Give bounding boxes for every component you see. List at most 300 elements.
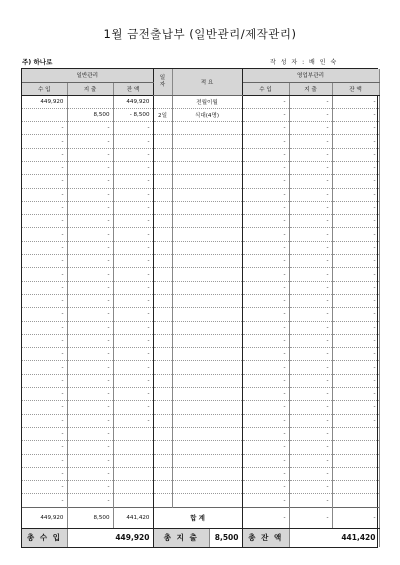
general-expense: -: [67, 294, 113, 307]
general-balance: -: [113, 148, 153, 161]
description-cell: [172, 215, 242, 228]
description-cell: [172, 135, 242, 148]
sales-expense: -: [289, 388, 332, 401]
ledger-row: [22, 241, 379, 254]
sales-expense: -: [289, 481, 332, 494]
general-income: [22, 108, 67, 121]
sales-balance: -: [332, 348, 379, 361]
sales-income: -: [242, 148, 289, 161]
company-name: 주) 하나로: [22, 58, 53, 66]
description-cell: [172, 241, 242, 254]
general-balance: -: [113, 241, 153, 254]
ledger-row: [22, 454, 379, 467]
sales-balance-header: 잔 액: [332, 82, 379, 95]
sales-expense: -: [289, 334, 332, 347]
date-cell: [153, 228, 172, 241]
general-expense: [67, 95, 113, 108]
sales-balance: -: [332, 321, 379, 334]
sales-balance: -: [332, 414, 379, 427]
sales-expense: -: [289, 441, 332, 454]
ledger-row: [22, 135, 379, 148]
description-cell: [172, 161, 242, 174]
sales-expense: -: [289, 108, 332, 121]
general-expense: -: [67, 441, 113, 454]
date-cell: [153, 268, 172, 281]
sales-income: -: [242, 215, 289, 228]
sales-income: -: [242, 348, 289, 361]
general-expense: -: [67, 148, 113, 161]
general-balance: 449,920: [113, 95, 153, 108]
author-line: 작 성 자 : 배 인 숙: [270, 59, 338, 66]
sales-expense: -: [289, 348, 332, 361]
general-income: -: [22, 494, 67, 507]
sales-expense: -: [289, 374, 332, 387]
sales-income: -: [242, 228, 289, 241]
general-expense: -: [67, 427, 113, 440]
subtotal-general-expense: 8,500: [67, 507, 113, 528]
sales-balance: -: [332, 161, 379, 174]
total-balance-label: 총 잔 액: [242, 528, 289, 547]
sales-income: -: [242, 427, 289, 440]
general-balance: -: [113, 321, 153, 334]
date-cell: [153, 481, 172, 494]
sales-income: -: [242, 268, 289, 281]
date-cell: [153, 361, 172, 374]
ledger-row: [22, 427, 379, 440]
general-expense: -: [67, 467, 113, 480]
general-income: -: [22, 388, 67, 401]
ledger-row: [22, 374, 379, 387]
total-expense-cell: [153, 528, 242, 547]
total-income-value: 449,920: [67, 528, 153, 547]
ledger-row: [22, 175, 379, 188]
general-income: -: [22, 454, 67, 467]
general-income: -: [22, 188, 67, 201]
description-cell: [172, 401, 242, 414]
ledger-row: [22, 388, 379, 401]
description-cell: [172, 294, 242, 307]
general-expense: -: [67, 401, 113, 414]
sales-balance: -: [332, 388, 379, 401]
general-expense: -: [67, 135, 113, 148]
general-balance: -: [113, 175, 153, 188]
sales-income: -: [242, 255, 289, 268]
subtotal-general-income: 449,920: [22, 507, 67, 528]
ledger-row: [22, 481, 379, 494]
description-cell: [172, 361, 242, 374]
date-cell: [153, 161, 172, 174]
sales-balance: -: [332, 228, 379, 241]
description-cell: [172, 454, 242, 467]
general-balance: -: [113, 122, 153, 135]
sales-income: -: [242, 481, 289, 494]
description-cell: [172, 255, 242, 268]
subtotal-sales-balance: -: [332, 507, 379, 528]
general-balance: -: [113, 414, 153, 427]
date-cell: [153, 427, 172, 440]
general-balance: -: [113, 268, 153, 281]
ledger-row: [22, 467, 379, 480]
sales-expense: -: [289, 494, 332, 507]
general-income: -: [22, 135, 67, 148]
general-income: -: [22, 201, 67, 214]
general-income: -: [22, 228, 67, 241]
ledger-row: [22, 414, 379, 427]
sales-income: -: [242, 281, 289, 294]
general-income: -: [22, 148, 67, 161]
general-income: -: [22, 268, 67, 281]
sales-income: -: [242, 188, 289, 201]
sales-income: -: [242, 308, 289, 321]
general-income: -: [22, 374, 67, 387]
general-balance: -: [113, 188, 153, 201]
general-expense-header: 지 출: [67, 82, 113, 95]
general-balance: -: [113, 308, 153, 321]
date-cell: [153, 255, 172, 268]
ledger-row: [22, 401, 379, 414]
sales-income: -: [242, 414, 289, 427]
ledger-row: [22, 122, 379, 135]
general-balance: - 8,500: [113, 108, 153, 121]
date-cell: [153, 215, 172, 228]
description-cell: [172, 228, 242, 241]
description-header: 적 요: [172, 69, 242, 95]
general-balance: [113, 427, 153, 440]
ledger-row: [22, 148, 379, 161]
sales-income: -: [242, 241, 289, 254]
date-cell: [153, 401, 172, 414]
sales-balance: -: [332, 241, 379, 254]
sales-expense: -: [289, 454, 332, 467]
date-cell: 2일: [153, 108, 172, 121]
date-cell: [153, 294, 172, 307]
subtotal-row: [22, 507, 379, 528]
subtotal-sales-expense: -: [289, 507, 332, 528]
description-cell: [172, 481, 242, 494]
sales-expense: -: [289, 148, 332, 161]
sales-expense: -: [289, 175, 332, 188]
date-cell: [153, 188, 172, 201]
sales-balance: [332, 454, 379, 467]
general-expense: -: [67, 388, 113, 401]
date-cell: [153, 95, 172, 108]
sales-income: -: [242, 201, 289, 214]
sales-balance: [332, 427, 379, 440]
general-balance: [113, 481, 153, 494]
ledger-row: [22, 108, 379, 121]
general-expense: -: [67, 281, 113, 294]
date-cell: [153, 122, 172, 135]
sales-balance: -: [332, 401, 379, 414]
date-cell: [153, 241, 172, 254]
description-cell: [172, 441, 242, 454]
document-title: 1월 금전출납부 (일반관리/제작관리): [103, 27, 297, 41]
sales-balance: -: [332, 188, 379, 201]
date-cell: [153, 148, 172, 161]
subtotal-label: 합 계: [153, 507, 242, 528]
description-cell: [172, 467, 242, 480]
date-cell: [153, 467, 172, 480]
ledger-row: [22, 215, 379, 228]
sales-expense: -: [289, 467, 332, 480]
sales-income: -: [242, 361, 289, 374]
sales-income: -: [242, 108, 289, 121]
sales-balance: -: [332, 374, 379, 387]
description-cell: [172, 494, 242, 507]
description-cell: [172, 201, 242, 214]
general-group-header: 일반관리: [22, 69, 153, 82]
sales-balance: [332, 467, 379, 480]
sales-expense: -: [289, 122, 332, 135]
general-balance-header: 잔 액: [113, 82, 153, 95]
sales-income: -: [242, 334, 289, 347]
description-cell: 식대(4명): [172, 108, 242, 121]
sales-expense: -: [289, 401, 332, 414]
general-income: -: [22, 361, 67, 374]
sales-expense: -: [289, 201, 332, 214]
general-balance: -: [113, 161, 153, 174]
sales-expense: -: [289, 308, 332, 321]
general-expense: -: [67, 201, 113, 214]
ledger-row: [22, 308, 379, 321]
description-cell: [172, 348, 242, 361]
general-expense: -: [67, 414, 113, 427]
sales-balance: -: [332, 361, 379, 374]
general-expense: -: [67, 228, 113, 241]
sales-income: -: [242, 122, 289, 135]
general-income: -: [22, 241, 67, 254]
sales-income: -: [242, 454, 289, 467]
sales-balance: -: [332, 334, 379, 347]
general-expense: -: [67, 348, 113, 361]
general-income: -: [22, 161, 67, 174]
general-income: 449,920: [22, 95, 67, 108]
sales-balance: -: [332, 95, 379, 108]
general-income: -: [22, 427, 67, 440]
sales-expense: -: [289, 215, 332, 228]
description-cell: [172, 321, 242, 334]
general-expense: 8,500: [67, 108, 113, 121]
ledger-table: [21, 68, 378, 548]
sales-expense: -: [289, 414, 332, 427]
sales-balance: -: [332, 255, 379, 268]
date-cell: [153, 388, 172, 401]
general-balance: -: [113, 215, 153, 228]
general-expense: -: [67, 161, 113, 174]
ledger-row: [22, 321, 379, 334]
general-expense: -: [67, 308, 113, 321]
general-expense: -: [67, 188, 113, 201]
general-income: -: [22, 255, 67, 268]
sales-balance: -: [332, 175, 379, 188]
general-expense: -: [67, 268, 113, 281]
total-balance-value: 441,420: [289, 528, 379, 547]
ledger-row: [22, 494, 379, 507]
description-cell: [172, 148, 242, 161]
general-expense: -: [67, 175, 113, 188]
total-expense-label: 총 지 출: [154, 529, 210, 548]
sales-expense: -: [289, 135, 332, 148]
date-cell: [153, 321, 172, 334]
summary-row: [22, 528, 379, 547]
ledger-row: [22, 361, 379, 374]
sales-expense: -: [289, 427, 332, 440]
description-cell: 전월이월: [172, 95, 242, 108]
total-income-label: 총 수 입: [22, 528, 67, 547]
sales-balance: -: [332, 294, 379, 307]
subtotal-general-balance: 441,420: [113, 507, 153, 528]
sales-expense: -: [289, 161, 332, 174]
sales-expense: -: [289, 188, 332, 201]
sales-income: -: [242, 467, 289, 480]
sales-expense: -: [289, 361, 332, 374]
ledger-row: [22, 441, 379, 454]
general-balance: -: [113, 294, 153, 307]
ledger-row: [22, 294, 379, 307]
sales-income: -: [242, 388, 289, 401]
date-cell: [153, 494, 172, 507]
general-income: -: [22, 294, 67, 307]
description-cell: [172, 388, 242, 401]
general-income-header: 수 입: [22, 82, 67, 95]
sales-balance: -: [332, 201, 379, 214]
general-balance: [113, 441, 153, 454]
description-cell: [172, 188, 242, 201]
sales-expense: -: [289, 281, 332, 294]
description-cell: [172, 334, 242, 347]
general-income: -: [22, 401, 67, 414]
date-cell: [153, 414, 172, 427]
date-cell: [153, 308, 172, 321]
general-balance: [113, 494, 153, 507]
description-cell: [172, 268, 242, 281]
general-expense: -: [67, 215, 113, 228]
general-expense: -: [67, 255, 113, 268]
date-cell: [153, 281, 172, 294]
sales-expense-header: 지 출: [289, 82, 332, 95]
general-income: -: [22, 175, 67, 188]
ledger-row: [22, 201, 379, 214]
general-balance: -: [113, 334, 153, 347]
general-balance: [113, 454, 153, 467]
general-income: -: [22, 481, 67, 494]
general-balance: -: [113, 201, 153, 214]
sales-expense: -: [289, 255, 332, 268]
general-expense: -: [67, 122, 113, 135]
general-balance: -: [113, 348, 153, 361]
sales-balance: -: [332, 148, 379, 161]
general-income: -: [22, 281, 67, 294]
date-cell: [153, 454, 172, 467]
sales-group-header: 영업부관리: [242, 69, 379, 82]
description-cell: [172, 122, 242, 135]
header-row-groups: [22, 69, 379, 82]
description-cell: [172, 281, 242, 294]
ledger-row: [22, 95, 379, 108]
sales-expense: -: [289, 294, 332, 307]
sales-income: -: [242, 374, 289, 387]
general-expense: -: [67, 494, 113, 507]
date-cell: [153, 175, 172, 188]
general-expense: -: [67, 374, 113, 387]
ledger-row: [22, 281, 379, 294]
sales-income: -: [242, 494, 289, 507]
general-balance: -: [113, 374, 153, 387]
sales-balance: -: [332, 281, 379, 294]
subtotal-sales-income: -: [242, 507, 289, 528]
total-expense-value: 8,500: [214, 533, 239, 543]
date-cell: [153, 334, 172, 347]
sales-balance: -: [332, 268, 379, 281]
sales-income-header: 수 입: [242, 82, 289, 95]
ledger-row: [22, 268, 379, 281]
ledger-row: [22, 188, 379, 201]
sales-income: -: [242, 161, 289, 174]
sales-balance: [332, 441, 379, 454]
general-income: -: [22, 122, 67, 135]
sales-income: -: [242, 294, 289, 307]
general-income: -: [22, 348, 67, 361]
date-header: 일자: [153, 69, 172, 95]
description-cell: [172, 374, 242, 387]
sales-income: -: [242, 441, 289, 454]
sales-balance: [332, 494, 379, 507]
date-cell: [153, 441, 172, 454]
description-cell: [172, 308, 242, 321]
general-balance: -: [113, 281, 153, 294]
sales-income: -: [242, 135, 289, 148]
sales-balance: [332, 481, 379, 494]
sales-expense: -: [289, 321, 332, 334]
ledger-row: [22, 334, 379, 347]
sales-expense: -: [289, 228, 332, 241]
general-expense: -: [67, 481, 113, 494]
general-balance: -: [113, 135, 153, 148]
sales-balance: -: [332, 215, 379, 228]
general-income: -: [22, 215, 67, 228]
general-balance: -: [113, 401, 153, 414]
general-income: -: [22, 414, 67, 427]
general-expense: -: [67, 361, 113, 374]
date-cell: [153, 374, 172, 387]
general-balance: -: [113, 255, 153, 268]
general-balance: -: [113, 361, 153, 374]
date-cell: [153, 201, 172, 214]
date-cell: [153, 348, 172, 361]
general-balance: -: [113, 228, 153, 241]
sales-income: -: [242, 95, 289, 108]
general-income: -: [22, 441, 67, 454]
sales-balance: -: [332, 122, 379, 135]
sales-expense: -: [289, 95, 332, 108]
sales-balance: -: [332, 135, 379, 148]
ledger-row: [22, 348, 379, 361]
sales-balance: -: [332, 308, 379, 321]
general-expense: -: [67, 454, 113, 467]
sales-expense: -: [289, 268, 332, 281]
general-expense: -: [67, 321, 113, 334]
ledger-row: [22, 228, 379, 241]
general-income: -: [22, 334, 67, 347]
ledger-row: [22, 255, 379, 268]
sales-income: -: [242, 321, 289, 334]
ledger-row: [22, 161, 379, 174]
general-income: -: [22, 308, 67, 321]
sales-balance: -: [332, 108, 379, 121]
general-income: -: [22, 321, 67, 334]
general-expense: -: [67, 241, 113, 254]
sales-income: -: [242, 175, 289, 188]
